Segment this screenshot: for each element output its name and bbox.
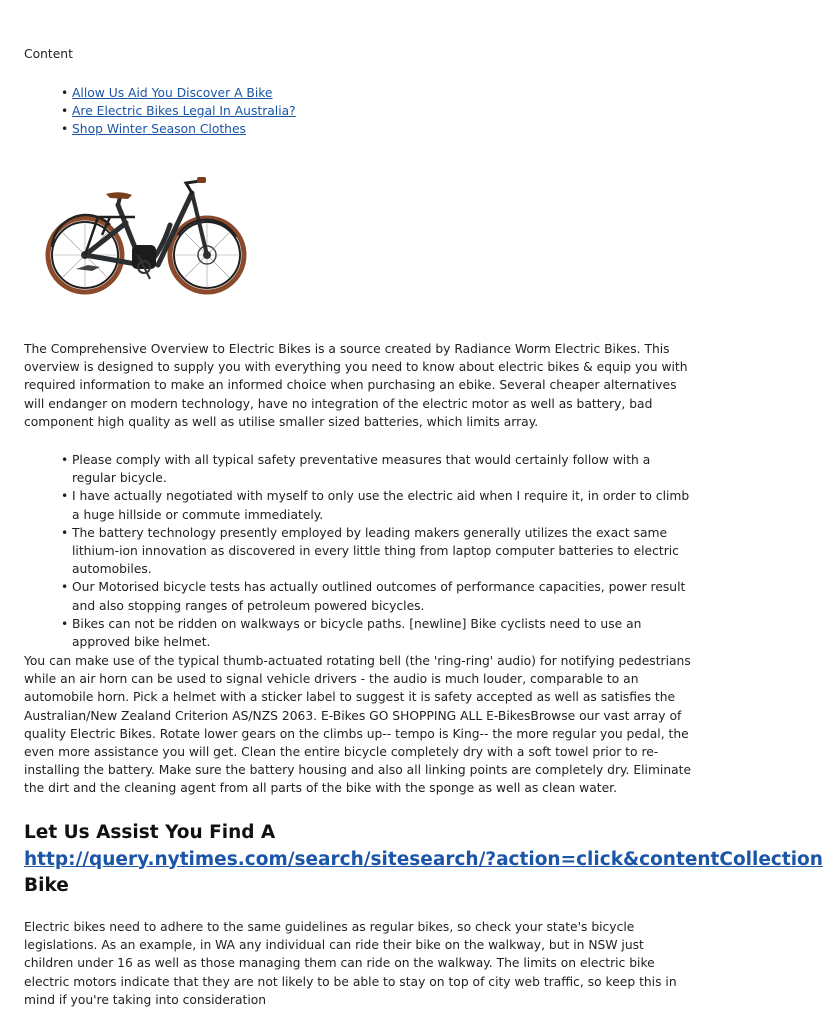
- heading-text-bike: Bike: [24, 875, 69, 896]
- toc-item: [72, 120, 296, 138]
- section-heading: [24, 820, 823, 900]
- toc-link-winter-clothes[interactable]: Shop Winter Season Clothes: [72, 122, 246, 137]
- toc-link-find-bike[interactable]: Allow Us Aid You Discover A Bike: [72, 86, 273, 100]
- electric-bike-image: [40, 175, 250, 300]
- toc-item: [72, 84, 296, 102]
- table-of-contents: [24, 84, 296, 139]
- list-item: • The battery technology presently employed by leading makers generally utilizes the exact same lithium-ion innovation as discovered in every little thing from laptop computer batteries to electric automobiles.: [72, 524, 696, 579]
- heading-text: Let Us Assist You Find A: [24, 822, 276, 843]
- bell-helmet-paragraph: You can make use of the typical thumb-actuated rotating bell (the 'ring-ring' audio) for notifying pedestrians while an air horn can be used to signal vehicle drivers - the audio is much louder, comparable to an automobile horn. Pick a helmet with a sticker label to suggest it is safety accepted as well as satisfies the Australian/New Zealand Criterion AS/NZS 2063. E-Bikes GO SHOPPING ALL E-BikesBrowse our vast array of quality Electric Bikes. Rotate lower gears on the climbs up-- tempo is King-- the more regular you pedal, the even more assistance you will get. Clean the entire bicycle completely dry with a soft towel prior to re-installing the battery. Make sure the battery housing and also all linking points are completely dry. Eliminate the dirt and the cleaning agent from all parts of the bike with the sponge as well as clean water.: [24, 654, 692, 796]
- list-item: • Our Motorised bicycle tests has actually outlined outcomes of performance capacities, power result and also stopping ranges of petroleum powered bicycles.: [72, 578, 696, 614]
- toc-label: Content: [24, 47, 73, 61]
- intro-paragraph: The Comprehensive Overview to Electric Bikes is a source created by Radiance Worm Electric Bikes. This overview is designed to supply you with everything you need to know about electric bikes & equip you with required information to make an informed choice when purchasing an ebike. Several cheaper alternatives will endanger on modern technology, have no integration of the electric motor as well as battery, bad component high quality as well as utilise smaller sized batteries, which limits array.: [24, 342, 688, 429]
- toc-item: [72, 102, 296, 120]
- safety-bullet-list: [24, 451, 696, 651]
- list-item: • Bikes can not be ridden on walkways or bicycle paths. [newline] Bike cyclists need to use an approved bike helmet.: [72, 615, 696, 651]
- legislation-paragraph: Electric bikes need to adhere to the same guidelines as regular bikes, so check your state's bicycle legislations. As an example, in WA any individual can ride their bike on the walkway, but in NSW just children under 16 as well as those managing them can ride on the walkway. The limits on electric bike electric motors indicate that they are not likely to be able to stay on top of city web traffic, so keep this in mind if you're taking into consideration: [24, 920, 677, 1007]
- list-item: • I have actually negotiated with myself to only use the electric aid when I require it, in order to climb a huge hillside or commute immediately.: [72, 487, 696, 523]
- list-item: • Please comply with all typical safety preventative measures that would certainly follow with a regular bicycle.: [72, 451, 696, 487]
- toc-link-legal-australia[interactable]: Are Electric Bikes Legal In Australia?: [72, 104, 296, 119]
- heading-link[interactable]: http://query.nytimes.com/search/sitesearch/?action=click&contentCollection: [24, 848, 823, 870]
